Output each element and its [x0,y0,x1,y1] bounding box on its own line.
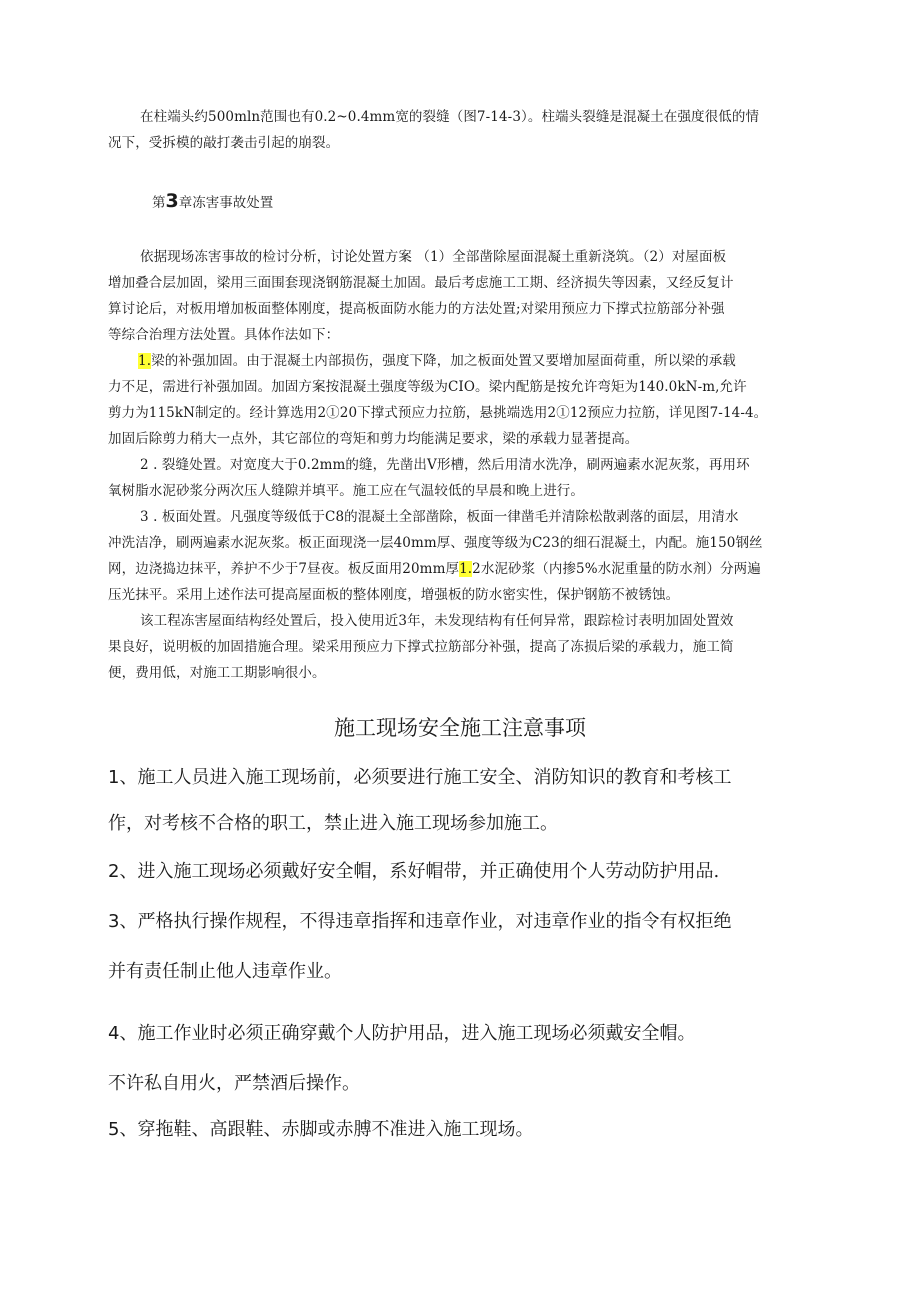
chapter-prefix: 第 [152,195,166,211]
text-line: 压光抹平。采用上述作法可提高屋面板的整体刚度，增强板的防水密实性，保护钢筋不被锈蚀。 [108,587,680,603]
chapter-number: 3 [165,190,179,212]
text-line: 网，边浇捣边抹平，养护不少于7昼夜。板反面用20mm厚 [108,561,460,577]
text-line: 便，费用低，对施工工期影响很小。 [108,665,326,681]
text-line: 算讨论后，对板用增加板面整体刚度，提高板面防水能力的方法处置;对梁用预应力下撑式拉筋部分补强 [108,301,725,317]
safety-rule-4b: 不许私自用火，严禁酒后操作。 [108,1073,360,1094]
safety-rule-5: 5、穿拖鞋、高跟鞋、赤脚或赤膊不准进入施工现场。 [108,1119,534,1140]
text-line: 况下，受拆模的敲打袭击引起的崩裂。 [108,135,340,151]
safety-rule-3b: 并有责任制止他人违章作业。 [108,961,342,982]
text-line: 梁的补强加固。由于混凝土内部损伤，强度下降，加之板面处置又要增加屋面荷重，所以梁的承载 [151,353,736,369]
text-line: 2 . 裂缝处置。对宽度大于0.2mm的缝，先凿出V形槽，然后用清水洗净，刷两遍素水泥灰浆，再用环 [140,457,750,473]
text-line: 力不足，需进行补强加固。加固方案按混凝土强度等级为CIO。梁内配筋是按允许弯矩为140.0kN-m,允许 [108,379,747,395]
safety-title: 施工现场安全施工注意事项 [334,716,586,740]
text-line: 剪力为115kN制定的。经计算选用2①20下撑式预应力拉筋，悬挑端选用2①12预应力拉筋，详见图7-14-4。 [108,405,768,421]
text-line: 3 . 板面处置。凡强度等级低于C8的混凝土全部凿除，板面一律凿毛并清除松散剥落的面层，用清水 [140,509,739,525]
text-line: 在柱端头约500mln范围也有0.2~0.4mm宽的裂缝（图7-14-3）。柱端头裂缝是混凝土在强度很低的情 [140,109,760,125]
safety-rule-3a: 3、严格执行操作规程，不得违章指挥和违章作业，对违章作业的指令有权拒绝 [108,911,732,932]
safety-rule-4a: 4、施工作业时必须正确穿戴个人防护用品，进入施工现场必须戴安全帽。 [108,1023,696,1044]
text-line: 果良好，说明板的加固措施合理。梁采用预应力下撑式拉筋部分补强，提高了冻损后梁的承载力，施工简 [108,639,734,655]
safety-rule-1a: 1、施工人员进入施工现场前，必须要进行施工安全、消防知识的教育和考核工 [108,767,732,788]
safety-rule-1b: 作，对考核不合格的职工，禁止进入施工现场参加施工。 [108,813,558,834]
highlighted-text: 1. [459,561,473,577]
highlighted-marker: 1. [138,353,152,369]
text-line: 等综合治理方法处置。具体作法如下： [108,327,340,343]
text-line: 依据现场冻害事故的检讨分析，讨论处置方案 （1）全部凿除屋面混凝土重新浇筑。（2）对屋面板 [140,249,727,265]
chapter-heading [152,188,273,216]
text-line: 2水泥砂浆（内掺5%水泥重量的防水剂）分两遍 [472,561,761,577]
text-line: 冲洗洁净，刷两遍素水泥灰浆。板正面现浇一层40mm厚、强度等级为C23的细石混凝土，内配。施150钢丝 [108,535,763,551]
item-2-paragraph [108,452,820,504]
plan-paragraph [108,244,820,348]
item-3-paragraph [108,504,820,608]
item-1-paragraph [108,348,820,452]
text-line: 增加叠合层加固，梁用三面围套现浇钢筋混凝土加固。最后考虑施工工期、经济损失等因素，又经反复计 [108,275,734,291]
text-line: 加固后除剪力稍大一点外，其它部位的弯矩和剪力均能满足要求，梁的承载力显著提高。 [108,431,639,447]
text-line: 该工程冻害屋面结构经处置后，投入使用近3年，未发现结构有任何异常，跟踪检讨表明加固处置效 [140,613,734,629]
text-line: 氧树脂水泥砂浆分两次压人缝隙并填平。施工应在气温较低的早晨和晚上进行。 [108,483,584,499]
result-paragraph [108,608,820,686]
intro-paragraph [108,104,820,156]
chapter-title: 章冻害事故处置 [178,195,274,211]
safety-rule-2: 2、进入施工现场必须戴好安全帽，系好帽带，并正确使用个人劳动防护用品. [108,861,720,882]
